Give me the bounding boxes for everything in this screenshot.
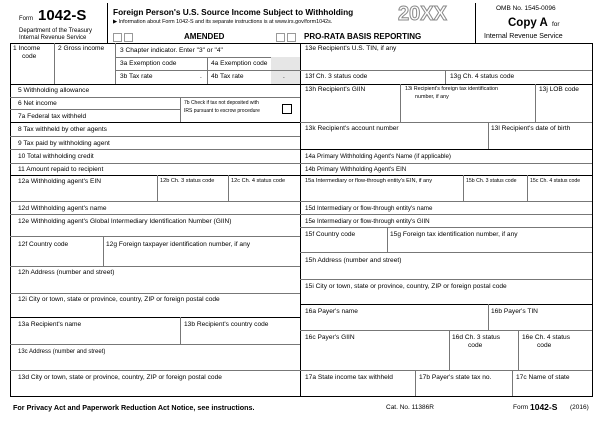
box-13e-label: 13e Recipient's U.S. TIN, if any (305, 45, 397, 52)
box-3-label: 3 Chapter indicator. Enter "3" or "4" (120, 47, 223, 54)
box-1-label-cont: code (22, 53, 37, 60)
rule (180, 97, 181, 122)
box-3b-label: 3b Tax rate (120, 73, 153, 80)
box-17a-label: 17a State income tax withheld (305, 374, 393, 381)
rule (300, 149, 592, 150)
box-16a-label: 16a Payer's name (305, 308, 358, 315)
rule (54, 43, 55, 84)
rule (518, 330, 519, 370)
rule (10, 201, 300, 202)
box-7b-checkbox[interactable] (282, 104, 292, 114)
rule (300, 201, 592, 202)
box-14b-label: 14b Primary Withholding Agent's EIN (305, 166, 407, 173)
rule (512, 370, 513, 396)
box-13g-label: 13g Ch. 4 status code (450, 73, 515, 80)
tax-year: 20XX (398, 3, 447, 25)
box-12f-label: 12f Country code (18, 241, 69, 248)
box-13h-label: 13h Recipient's GIIN (305, 86, 366, 93)
box-15i-label: 15i City or town, state or province, country, ZIP or foreign postal code (305, 283, 507, 290)
rule (300, 214, 592, 215)
rule (10, 344, 300, 345)
header-divider-left (107, 3, 108, 43)
box-12h-label: 12h Address (number and street) (18, 269, 115, 276)
rule (300, 122, 592, 123)
rule (10, 109, 180, 110)
copy-for: for (552, 21, 560, 28)
amended-box-1[interactable] (113, 33, 122, 42)
box-7a-label: 7a Federal tax withheld (18, 113, 87, 120)
rule (445, 70, 446, 84)
box-10-label: 10 Total withholding credit (18, 153, 94, 160)
rule (207, 57, 208, 84)
box-14a-label: 14a Primary Withholding Agent's Name (if applicable) (305, 153, 451, 160)
rule (449, 330, 450, 370)
rule (157, 175, 158, 201)
box-13i-label: 13i Recipient's foreign tax identification (405, 86, 499, 92)
rule (527, 175, 528, 201)
privacy-notice: For Privacy Act and Paperwork Reduction Act Notice, see instructions. (13, 403, 255, 412)
box-16e-label: 16e Ch. 4 status (522, 334, 571, 341)
box-13i-label-cont: number, if any (415, 94, 449, 100)
amended-label: AMENDED (184, 32, 225, 41)
box-15b-label: 15b Ch. 3 status code (466, 178, 517, 184)
rule (103, 236, 104, 266)
box-15h-label: 15h Address (number and street) (305, 257, 402, 264)
rule (300, 279, 592, 280)
decimal-point: . (283, 73, 285, 80)
box-5-label: 5 Withholding allowance (18, 87, 90, 94)
box-15c-label: 15c Ch. 4 status code (530, 178, 581, 184)
rule (535, 84, 536, 122)
box-4b-label: 4b Tax rate (211, 73, 244, 80)
box-15g-label: 15g Foreign tax identification number, if any (390, 231, 518, 238)
box-7b-label: 7b Check if tax not deposited with (184, 100, 259, 106)
box-6-label: 6 Net income (18, 100, 57, 107)
form-bottom-rule (10, 396, 593, 397)
rule (180, 317, 181, 344)
copy-subtitle: Internal Revenue Service (484, 33, 563, 40)
box-7b-label-cont: IRS pursuant to escrow procedure (184, 108, 260, 114)
department-line-1: Department of the Treasury (19, 28, 93, 34)
form-title: Foreign Person's U.S. Source Income Subject to Withholding (113, 7, 354, 17)
rule (300, 70, 592, 71)
box-12g-label: 12g Foreign taxpayer identification number, if any (106, 241, 251, 248)
footer-form-number: 1042-S (530, 402, 558, 412)
box-15f-label: 15f Country code (305, 231, 356, 238)
box-17c-label: 17c Name of state (516, 374, 570, 381)
rule (228, 175, 229, 201)
rule (10, 175, 300, 176)
right-border (592, 43, 593, 396)
rule (300, 163, 592, 164)
box-16e-label-cont: code (537, 342, 552, 349)
box-4a-label: 4a Exemption code (211, 60, 268, 67)
center-divider (300, 43, 301, 396)
rule (463, 175, 464, 201)
box-2-label: 2 Gross income (58, 45, 105, 52)
rule (10, 293, 300, 294)
box-16b-label: 16b Payer's TIN (491, 308, 538, 315)
box-15e-label: 15e Intermediary or flow-through entity's GIIN (305, 218, 430, 225)
rule (300, 252, 592, 253)
rule (488, 122, 489, 149)
rule (10, 214, 300, 215)
box-3a-label: 3a Exemption code (120, 60, 177, 67)
box-12c-label: 12c Ch. 4 status code (231, 178, 286, 184)
rule (10, 84, 300, 85)
rule (115, 43, 116, 84)
box-13c-label: 13c Address (number and street) (18, 349, 106, 355)
box-13b-label: 13b Recipient's country code (184, 321, 269, 328)
catalog-number: Cat. No. 11386R (386, 404, 434, 411)
pro-rata-box-2[interactable] (287, 33, 296, 42)
box-12b-label: 12b Ch. 3 status code (160, 178, 215, 184)
shaded-cell (271, 57, 300, 70)
box-17b-label: 17b Payer's state tax no. (419, 374, 492, 381)
rule (488, 304, 489, 330)
department-line-2: Internal Revenue Service (19, 35, 87, 41)
rule (300, 227, 592, 228)
rule (415, 370, 416, 396)
box-12d-label: 12d Withholding agent's name (18, 205, 107, 212)
rule (300, 370, 592, 371)
box-13f-label: 13f Ch. 3 status code (305, 73, 368, 80)
box-15d-label: 15d Intermediary or flow-through entity's name (305, 205, 433, 212)
box-16c-label: 16c Payer's GIIN (305, 334, 355, 341)
header-divider-right (475, 3, 476, 43)
rule (10, 122, 300, 123)
rule (10, 236, 300, 237)
rule (10, 136, 300, 137)
rule (10, 317, 300, 318)
form-label: Form (19, 16, 33, 22)
box-13j-label: 13j LOB code (539, 86, 579, 93)
rule (10, 370, 300, 371)
box-16d-label-cont: code (468, 342, 483, 349)
header-bottom-rule (10, 43, 593, 44)
rule (300, 304, 592, 305)
box-16d-label: 16d Ch. 3 status (452, 334, 501, 341)
box-8-label: 8 Tax withheld by other agents (18, 126, 107, 133)
box-12i-label: 12i City or town, state or province, country, ZIP or foreign postal code (18, 296, 220, 303)
footer-year: (2016) (570, 404, 589, 411)
box-13k-label: 13k Recipient's account number (305, 125, 399, 132)
form-number: 1042-S (38, 7, 87, 24)
info-line: ▶ Information about Form 1042-S and its separate instructions is at www.irs.gov/form1042s. (113, 19, 333, 25)
rule (300, 84, 592, 85)
box-1-label: 1 Income (13, 45, 41, 52)
rule (10, 163, 300, 164)
rule (10, 149, 300, 150)
rule (10, 266, 300, 267)
box-11-label: 11 Amount repaid to recipient (18, 166, 104, 173)
box-12a-label: 12a Withholding agent's EIN (18, 178, 101, 185)
footer-form-label: Form (513, 404, 529, 411)
amended-box-2[interactable] (124, 33, 133, 42)
copy-title: Copy A (508, 17, 548, 29)
rule (10, 97, 300, 98)
box-12e-label: 12e Withholding agent's Global Intermediary Identification Number (GIIN) (18, 218, 232, 225)
box-9-label: 9 Tax paid by withholding agent (18, 140, 110, 147)
decimal-point: . (200, 73, 202, 80)
box-15a-label: 15a Intermediary or flow-through entity's EIN, if any (305, 178, 432, 184)
shaded-cell (271, 71, 300, 84)
pro-rata-box-1[interactable] (276, 33, 285, 42)
rule (300, 175, 592, 176)
box-13a-label: 13a Recipient's name (18, 321, 82, 328)
box-13d-label: 13d City or town, state or province, country, ZIP or foreign postal code (18, 374, 222, 381)
rule (300, 330, 592, 331)
box-13l-label: 13l Recipient's date of birth (491, 125, 571, 132)
rule (387, 227, 388, 252)
pro-rata-label: PRO-RATA BASIS REPORTING (304, 32, 422, 41)
rule (400, 84, 401, 122)
omb-number: OMB No. 1545-0096 (496, 5, 556, 12)
